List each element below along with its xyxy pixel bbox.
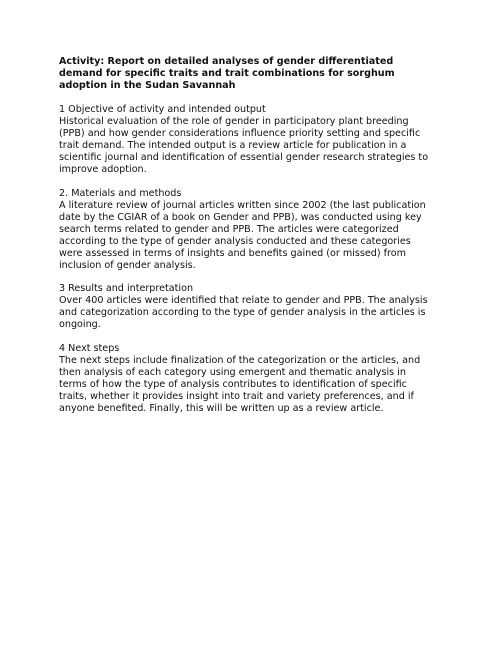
section-objective: [59, 104, 449, 176]
section-materials-methods: [59, 188, 449, 272]
section-body: A literature review of journal articles written since 2002 (the last publication date by the CGIAR of a book on Gender and PPB), was conducted using key search terms related to gender and PPB. The articles were categorized according to the type of gender analysis conducted and these categories were assessed in terms of insights and benefits gained (or missed) from inclusion of gender analysis.: [59, 199, 426, 271]
section-body: Historical evaluation of the role of gender in participatory plant breeding (PPB) and how gender considerations influence priority setting and specific trait demand. The intended output is a review article for publication in a scientific journal and identification of essential gender research strategies to improve adoption.: [59, 116, 429, 175]
section-body: Over 400 articles were identified that relate to gender and PPB. The analysis and categorization according to the type of gender analysis in the articles is ongoing.: [59, 295, 428, 330]
document-title: Activity: Report on detailed analyses of gender differentiated demand for specific traits and trait combinations for sorghum adoption in the Sudan Savannah: [59, 56, 395, 91]
section-heading: 4 Next steps: [59, 342, 120, 354]
section-next-steps: [59, 343, 449, 415]
section-heading: 3 Results and interpretation: [59, 283, 194, 294]
section-heading: 1 Objective of activity and intended output: [59, 104, 266, 115]
section-body: The next steps include finalization of the categorization or the articles, and then analysis of each category using emergent and thematic analysis in terms of how the type of analysis contributes to identification of specific traits, whether it provides insight into trait and variety preferences, and if anyone benefited. Finally, this will be written up as a review article.: [59, 354, 421, 414]
section-results: [59, 283, 449, 331]
section-heading: 2. Materials and methods: [59, 187, 182, 199]
document-content: [59, 56, 449, 426]
